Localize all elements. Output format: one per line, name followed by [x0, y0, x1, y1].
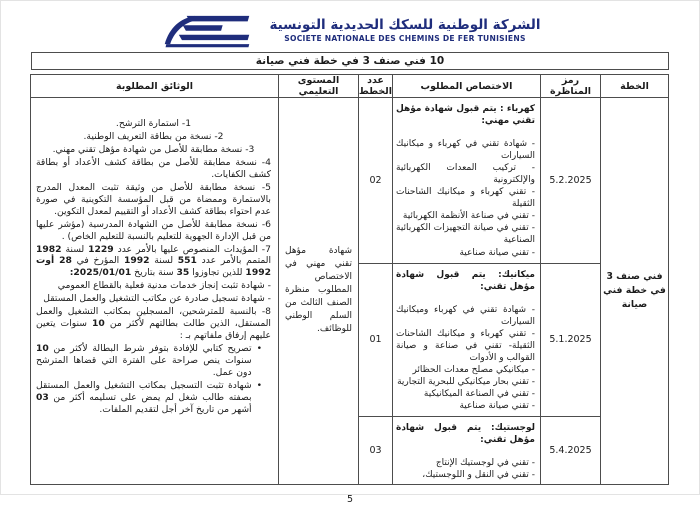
recruitment-table — [30, 74, 669, 485]
table-header-row — [31, 75, 669, 98]
document-header — [1, 10, 699, 50]
document-item: 5- نسخة مطابقة للأصل من وثيقة تثبت المعدل المدرج بالاستمارة وممضاة من قبل المؤسسة التكوينية في صورة عدم احتواء بطاقة كشف الأعداد أو التقييم لمعدل التكوين. — [36, 181, 271, 217]
specialty-item: - تقني كهرباء و ميكانيك الشاحنات الثقيلة — [396, 187, 535, 210]
document-item: 7- المؤيدات المنصوص عليها بالأمر عدد 1229 لسنة 1982 المتمم بالأمر عدد 551 لسنة 1992 المؤرخ في 28 أوت 1992 للذين تجاوزوا 35 سنة بتاريخ 2025/01/01: — [36, 243, 272, 279]
col-header-plan: الخطة — [601, 75, 669, 98]
sncft-train-logo — [159, 12, 255, 48]
document-item: 2- نسخة من بطاقة التعريف الوطنية. — [83, 130, 224, 142]
positions-cell-electricity: 02 — [359, 98, 393, 264]
document-item: - شهادة تثبت إنجاز خدمات مدنية فعلية بالقطاع العمومي — [57, 280, 271, 292]
col-header-code: رمز المناظرة — [541, 75, 601, 98]
table-row — [31, 98, 669, 264]
announcement-title: 10 فني صنف 3 في خطة فني صيانة — [31, 52, 669, 70]
code-cell-electricity: 5.2.2025 — [541, 98, 601, 264]
specialty-intro: كهرباء : يتم قبول شهادة مؤهل تقني مهني: — [396, 104, 535, 127]
bullet-marker: • — [256, 380, 262, 392]
specialty-item: - تقني في صيانة التجهيزات الكهربائية الصناعية — [396, 223, 535, 246]
specialty-item: - تقني في لوجستيك الإنتاج — [435, 457, 535, 468]
document-body — [31, 52, 669, 505]
specialty-cell-mechanics — [393, 264, 541, 417]
document-item: 8- بالنسبة للمترشحين، المسجلين بمكاتب التشغيل والعمل المستقل، الذين طالت بطالتهم لأكثر من 10 سنوات يتعين عليهم إرفاق ملفاتهم بـ : — [36, 306, 271, 342]
col-header-documents: الوثائق المطلوبة — [31, 75, 279, 98]
specialty-item: - تقني صيانة صناعية — [459, 401, 535, 412]
company-name-arabic: الشركة الوطنية للسكك الحديدية التونسية — [269, 17, 541, 33]
specialty-items — [396, 304, 535, 412]
specialty-item: - تقني في الصناعة الميكانيكية — [423, 389, 535, 400]
document-item: • تصريح كتابي للإفادة بتوفر شرط البطالة لأكثر من 10 سنوات ينص صراحة على الفترة التي قضاها المترشح دون عمل. — [36, 343, 262, 379]
specialty-items — [396, 138, 535, 258]
specialty-item: - تركيب المعدات الكهربائية والإلكترونية — [396, 163, 535, 186]
col-header-positions: عدد الخطط — [358, 75, 392, 97]
positions-cell-mechanics: 01 — [359, 264, 393, 417]
company-name-french: SOCIETE NATIONALE DES CHEMINS DE FER TUNISIENS — [284, 34, 526, 43]
code-cell-mechanics: 5.1.2025 — [541, 264, 601, 417]
specialty-item: - تقني كهرباء و ميكانيك الشاحنات الثقيلة- تقني في صناعة و صيانة القوالب و الأدوات — [396, 329, 535, 364]
specialty-item: - شهادة تقني في كهرباء وميكانيك السيارات — [396, 305, 535, 328]
specialty-item: - تقني صيانة صناعية — [459, 247, 535, 258]
education-level-cell: شهادة مؤهل تقني مهني في الاختصاص المطلوب منظرة الصنف الثالث من السلم الوطني للوظائف. — [279, 98, 359, 485]
document-item: • شهادة تثبت التسجيل بمكاتب التشغيل والعمل المستقل بصفته طالب شغل لم يمض على تسليمه أكثر من 03 أشهر من تاريخ آخر أجل لتقديم الملفات. — [36, 380, 262, 415]
required-documents-cell — [31, 98, 279, 485]
document-item: 1- استمارة الترشح. — [115, 118, 192, 129]
plan-cell: فني صنف 3 في خطة فني صيانة — [601, 98, 669, 485]
col-header-specialty: الاختصاص المطلوب — [393, 75, 541, 98]
specialty-intro: لوجستيك: يتم قبول شهادة مؤهل تقني: — [396, 422, 535, 445]
document-item: 4- نسخة مطابقة للأصل من بطاقة كشف الأعداد أو بطاقة كشف الكفايات. — [36, 156, 271, 180]
document-item: 3- نسخة مطابقة للأصل من شهادة مؤهل تقني مهني. — [52, 143, 255, 155]
specialty-item: - تقني في النقل و اللوجستيك، — [422, 469, 535, 480]
specialty-item: - ميكانيكي مصلح معدات الحظائر — [412, 365, 535, 376]
specialty-item: - تقني في صناعة الأنظمة الكهربائية — [402, 211, 535, 222]
specialty-item: - تقني بحار ميكانيكي للبحرية التجارية — [397, 377, 535, 388]
specialty-cell-electricity — [393, 98, 541, 264]
bullet-marker: • — [256, 343, 262, 355]
page-number: 5 — [346, 493, 354, 505]
code-cell-logistics: 5.4.2025 — [541, 416, 601, 484]
company-brand — [269, 17, 540, 43]
document-item: 6- نسخة مطابقة للأصل من الشهادة المدرسية (مؤشر عليها من قبل الإدارة الجهوية للتعليم بالنسبة للتعليم الخاص) . — [36, 218, 271, 242]
specialty-item: - شهادة تقني في كهرباء و ميكانيك السيارات — [396, 139, 535, 162]
positions-cell-logistics: 03 — [359, 416, 393, 484]
document-item: - شهادة تسجيل صادرة عن مكاتب التشغيل والعمل المستقل — [43, 293, 271, 305]
specialty-cell-logistics — [393, 416, 541, 484]
col-header-education: المستوى التعليمي — [279, 75, 359, 98]
specialty-intro: ميكانيك: يتم قبول شهادة مؤهل تقني: — [396, 270, 535, 293]
specialty-items — [396, 457, 535, 481]
